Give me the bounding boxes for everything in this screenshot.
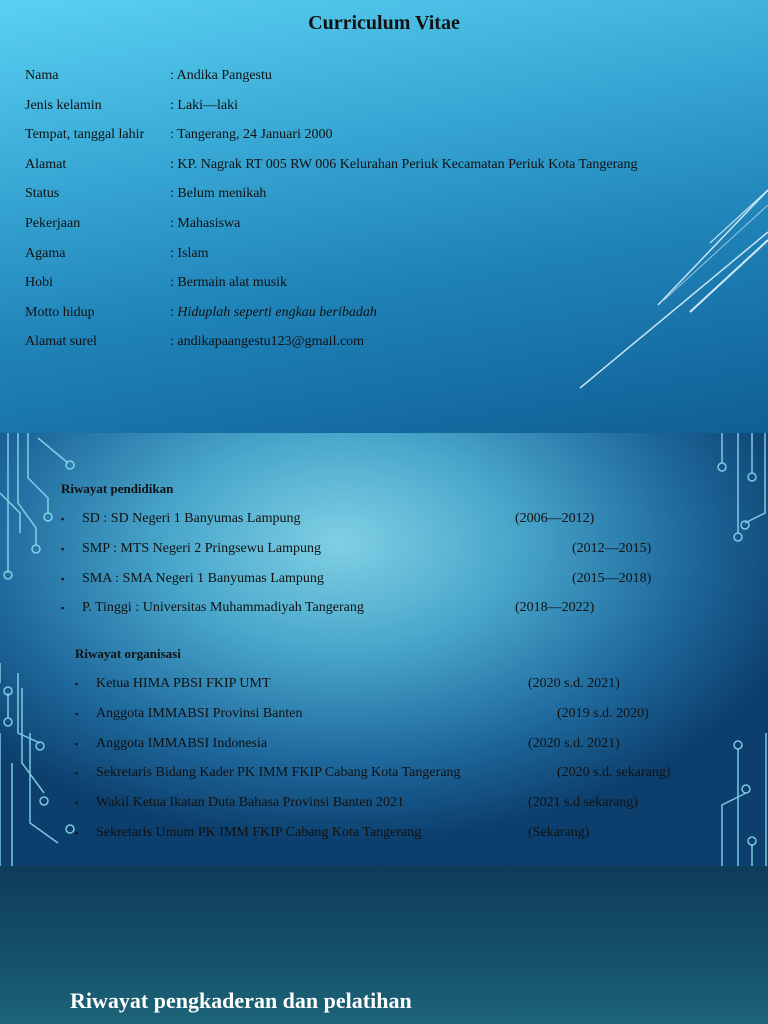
bullet-icon: ▪ [75,679,79,689]
organization-title: Riwayat organisasi [75,646,181,661]
education-years: (2015—2018) [572,571,652,586]
info-value: : Mahasiswa [170,215,241,231]
education-text: SMP : MTS Negeri 2 Pringsewu Lampung [82,541,322,556]
slide-cv-history [0,433,768,866]
education-text: SMA : SMA Negeri 1 Banyumas Lampung [82,571,324,586]
bullet-icon: ▪ [61,544,65,554]
organization-years: (2021 s.d sekarang) [528,795,639,810]
info-label: Motto hidup [25,304,95,320]
info-value: : Bermain alat musik [170,275,288,291]
info-value [170,304,377,322]
bullet-icon: ▪ [75,798,79,808]
cv-title: Curriculum Vitae [308,12,460,34]
education-years: (2006—2012) [515,511,595,526]
organization-text: Sekretaris Bidang Kader PK IMM FKIP Cabang Kota Tangerang [96,765,461,780]
info-value-email: : andikapaangestu123@gmail.com [170,334,365,350]
slide-cv-identity [0,0,768,433]
organization-text: Anggota IMMABSI Indonesia [96,736,268,751]
organization-years: (2020 s.d. sekarang) [557,765,671,780]
organization-years: (2019 s.d. 2020) [557,706,649,721]
bullet-icon: ▪ [61,574,65,584]
education-years: (2012—2015) [572,541,652,556]
decorative-lines [0,0,768,433]
info-value: : Tangerang, 24 Januari 2000 [170,127,333,143]
info-label: Tempat, tanggal lahir [25,127,145,143]
info-label: Status [25,186,60,202]
organization-years: (2020 s.d. 2021) [528,676,620,691]
education-text: SD : SD Negeri 1 Banyumas Lampung [82,511,301,526]
motto-colon: : [170,304,178,320]
info-value: : KP. Nagrak RT 005 RW 006 Kelurahan Periuk Kecamatan Periuk Kota Tangerang [170,156,638,172]
organization-years: (Sekarang) [528,825,590,840]
education-title: Riwayat pendidikan [61,481,174,496]
bullet-icon: ▪ [75,709,79,719]
education-text: P. Tinggi : Universitas Muhammadiyah Tangerang [82,600,364,615]
info-label: Alamat [25,156,67,172]
organization-text: Ketua HIMA PBSI FKIP UMT [96,676,271,691]
info-value: : Belum menikah [170,186,267,202]
training-title: Riwayat pengkaderan dan pelatihan [70,988,412,1013]
info-label: Agama [25,245,66,261]
info-value: : Laki—laki [170,97,239,113]
info-value: : Islam [170,245,209,261]
info-label: Pekerjaan [25,215,81,231]
slide-training [0,866,768,1024]
bullet-icon: ▪ [61,603,65,613]
organization-text: Wakil Ketua Ikatan Duta Bahasa Provinsi Banten 2021 [96,795,404,810]
info-label: Hobi [25,275,53,291]
info-label: Jenis kelamin [25,97,102,113]
info-label: Alamat surel [25,334,97,350]
bullet-icon: ▪ [75,828,79,838]
education-years: (2018—2022) [515,600,595,615]
bullet-icon: ▪ [61,514,65,524]
organization-years: (2020 s.d. 2021) [528,736,620,751]
organization-text: Sekretaris Umum PK IMM FKIP Cabang Kota Tangerang [96,825,422,840]
motto-text: Hiduplah seperti engkau beribadah [177,304,377,320]
bullet-icon: ▪ [75,768,79,778]
info-value: : Andika Pangestu [170,68,272,83]
bullet-icon: ▪ [75,739,79,749]
info-label: Nama [25,68,59,83]
organization-text: Anggota IMMABSI Provinsi Banten [96,706,303,721]
